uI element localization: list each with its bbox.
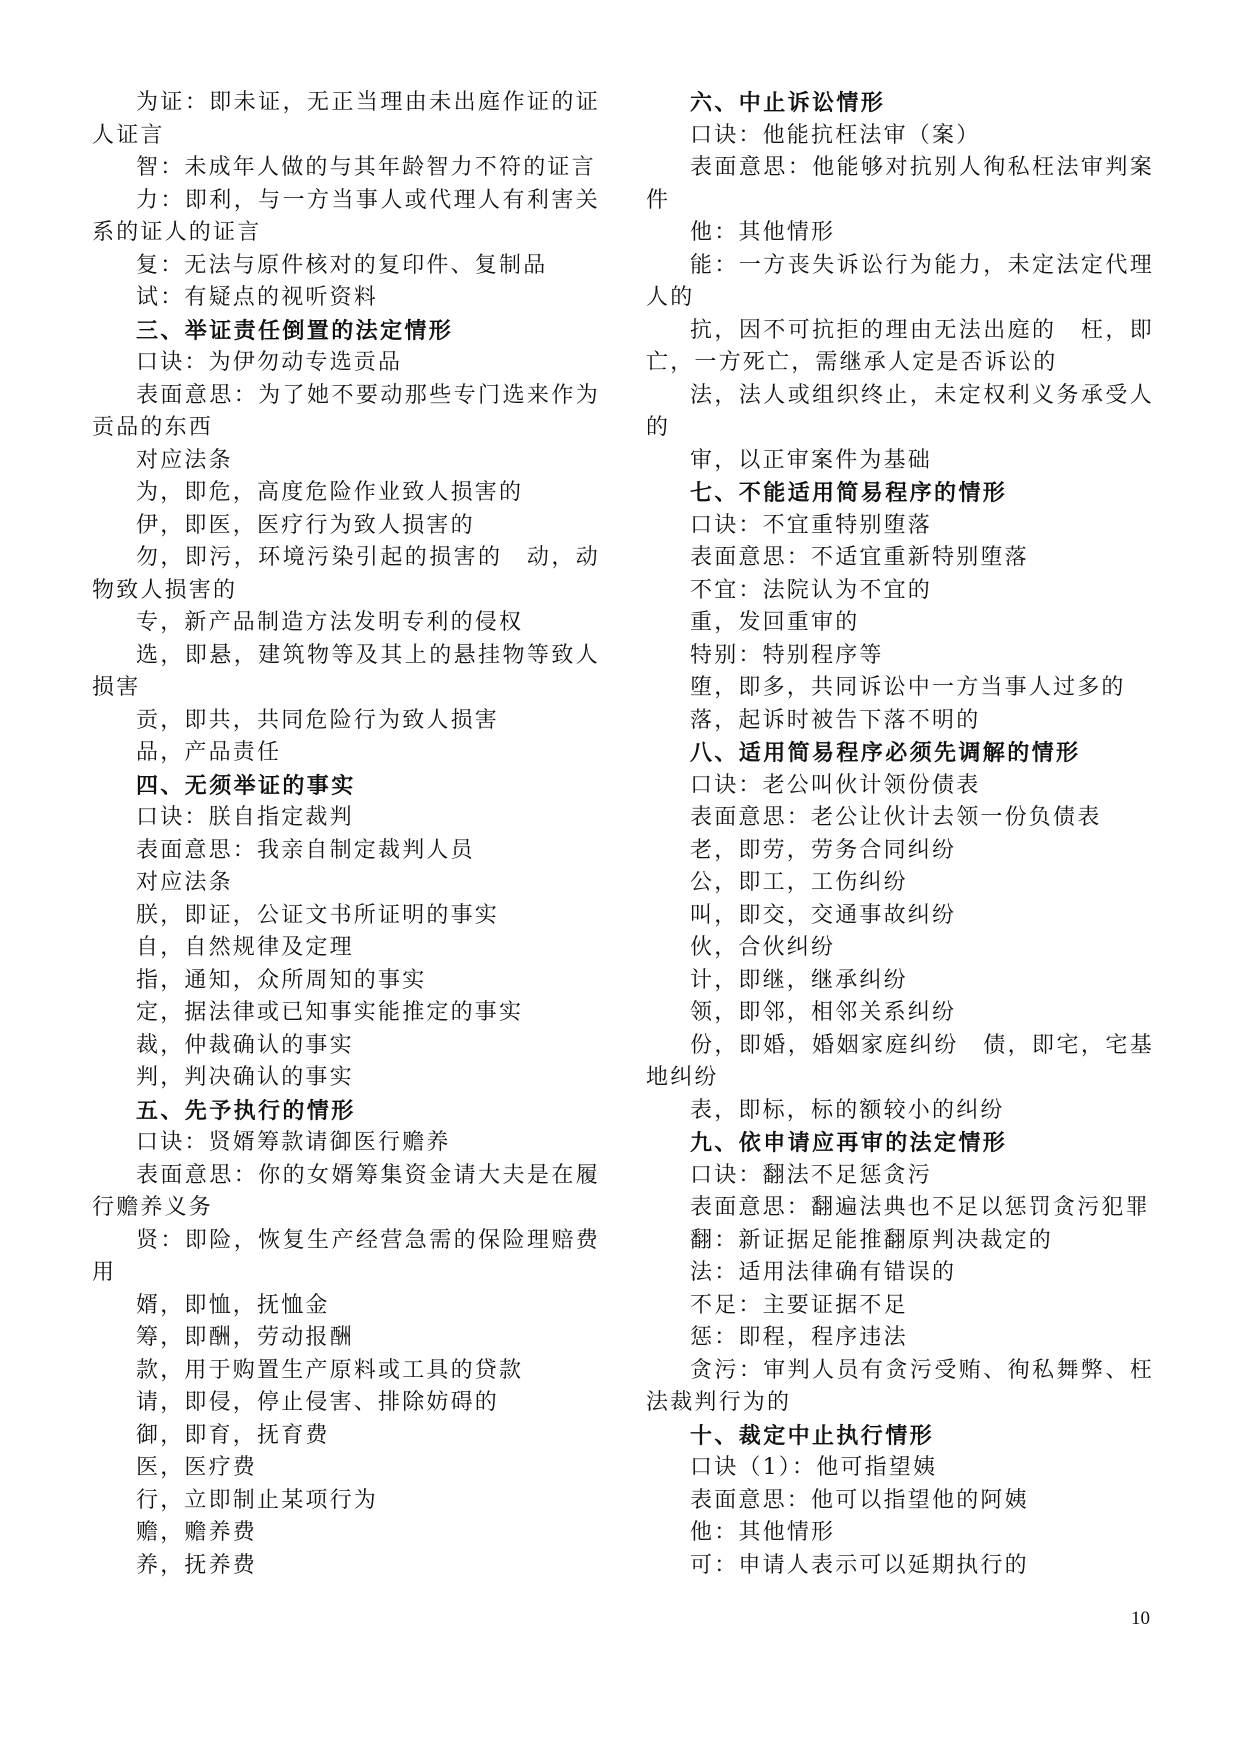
paragraph: 口诀：老公叫伙计领份债表	[690, 772, 981, 798]
section-heading: 十、裁定中止执行情形	[690, 1422, 935, 1449]
paragraph: 口诀（1）：他可指望姨	[690, 1455, 938, 1480]
paragraph: 口诀：不宜重特别堕落	[690, 512, 933, 538]
section-heading: 八、适用简易程序必须先调解的情形	[690, 740, 1081, 766]
paragraph: 表，即标，标的额较小的纠纷	[690, 1097, 1005, 1123]
paragraph: 裁，仲裁确认的事实	[136, 1032, 354, 1058]
paragraph: 为，即危，高度危险作业致人损害的	[136, 480, 524, 505]
paragraph: 对应法条	[136, 447, 233, 473]
paragraph: 朕，即证，公证文书所证明的事实	[136, 902, 500, 928]
paragraph: 口诀：他能抗枉法审（案）	[690, 122, 981, 148]
paragraph: 不足：主要证据不足	[690, 1292, 908, 1318]
paragraph: 婿，即恤，抚恤金	[136, 1292, 330, 1318]
page-number: 10	[1131, 1608, 1150, 1629]
paragraph: 复：无法与原件核对的复印件、复制品	[136, 252, 548, 278]
paragraph: 医，医疗费	[136, 1455, 258, 1480]
section-heading: 三、举证责任倒置的法定情形	[136, 317, 454, 344]
paragraph: 特别：特别程序等	[690, 642, 884, 668]
paragraph: 翻：新证据足能推翻原判决裁定的	[690, 1227, 1054, 1253]
paragraph: 自，自然规律及定理	[136, 935, 354, 960]
paragraph: 审，以正审案件为基础	[690, 447, 933, 473]
section-heading: 九、依申请应再审的法定情形	[690, 1130, 1008, 1156]
paragraph: 法：适用法律确有错误的	[690, 1260, 957, 1285]
paragraph: 伙，合伙纠纷	[690, 935, 836, 960]
paragraph: 表面意思：为了她不要动那些专门选来作为贡品的东西	[92, 382, 600, 440]
section-heading: 四、无须举证的事实	[136, 772, 356, 799]
paragraph: 御，即育，抚育费	[136, 1422, 330, 1448]
paragraph: 公，即工，工伤纠纷	[690, 870, 908, 895]
paragraph: 力：即利，与一方当事人或代理人有利害关系的证人的证言	[92, 187, 600, 245]
paragraph: 口诀：贤婿筹款请御医行赡养	[136, 1130, 451, 1155]
paragraph: 选，即悬，建筑物等及其上的悬挂物等致人损害	[92, 642, 600, 700]
paragraph: 表面意思：他可以指望他的阿姨	[690, 1487, 1029, 1513]
paragraph: 筹，即酬，劳动报酬	[136, 1325, 354, 1350]
paragraph: 伊，即医，医疗行为致人损害的	[136, 512, 475, 538]
paragraph: 贤：即险，恢复生产经营急需的保险理赔费用	[92, 1227, 600, 1285]
section-heading: 六、中止诉讼情形	[690, 90, 886, 116]
paragraph: 养，抚养费	[136, 1552, 258, 1578]
paragraph: 他：其他情形	[690, 220, 836, 245]
paragraph: 惩：即程，程序违法	[690, 1325, 908, 1350]
paragraph: 表面意思：不适宜重新特别堕落	[690, 545, 1029, 570]
paragraph: 赡，赡养费	[136, 1520, 258, 1545]
paragraph: 行，立即制止某项行为	[136, 1487, 379, 1513]
paragraph: 重，发回重审的	[690, 610, 860, 635]
paragraph: 口诀：朕自指定裁判	[136, 805, 354, 830]
paragraph: 落，起诉时被告下落不明的	[690, 707, 981, 733]
paragraph: 定，据法律或已知事实能推定的事实	[136, 1000, 524, 1025]
right-column	[646, 87, 1154, 1582]
paragraph: 不宜：法院认为不宜的	[690, 577, 933, 603]
paragraph: 口诀：翻法不足惩贪污	[690, 1162, 933, 1188]
paragraph: 品，产品责任	[136, 740, 282, 765]
paragraph: 试：有疑点的视听资料	[136, 285, 379, 310]
paragraph: 计，即继，继承纠纷	[690, 967, 908, 993]
paragraph: 表面意思：我亲自制定裁判人员	[136, 837, 475, 863]
left-column	[92, 87, 600, 1582]
paragraph: 老，即劳，劳务合同纠纷	[690, 837, 957, 863]
paragraph: 勿，即污，环境污染引起的损害的 动，动物致人损害的	[92, 545, 600, 603]
paragraph: 他：其他情形	[690, 1520, 836, 1545]
paragraph: 表面意思：你的女婿筹集资金请大夫是在履行赡养义务	[92, 1162, 600, 1220]
paragraph: 法，法人或组织终止，未定权利义务承受人的	[646, 382, 1154, 440]
paragraph: 可：申请人表示可以延期执行的	[690, 1552, 1029, 1578]
paragraph: 贡，即共，共同危险行为致人损害	[136, 707, 500, 733]
paragraph: 叫，即交，交通事故纠纷	[690, 902, 957, 928]
paragraph: 堕，即多，共同诉讼中一方当事人过多的	[690, 675, 1126, 700]
paragraph: 为证：即未证，无正当理由未出庭作证的证人证言	[92, 90, 600, 148]
section-heading: 七、不能适用简易程序的情形	[690, 480, 1008, 506]
paragraph: 份，即婚，婚姻家庭纠纷 债，即宅，宅基地纠纷	[646, 1032, 1154, 1090]
paragraph: 能：一方丧失诉讼行为能力，未定法定代理人的	[646, 252, 1154, 310]
paragraph: 指，通知，众所周知的事实	[136, 967, 427, 993]
paragraph: 贪污：审判人员有贪污受贿、徇私舞弊、枉法裁判行为的	[646, 1357, 1154, 1415]
paragraph: 请，即侵，停止侵害、排除妨碍的	[136, 1390, 500, 1415]
paragraph: 判，判决确认的事实	[136, 1065, 354, 1090]
paragraph: 口诀：为伊勿动专选贡品	[136, 350, 403, 375]
paragraph: 智：未成年人做的与其年龄智力不符的证言	[136, 155, 596, 180]
paragraph: 抗，因不可抗拒的理由无法出庭的 枉，即亡，一方死亡，需继承人定是否诉讼的	[646, 317, 1154, 375]
paragraph: 表面意思：老公让伙计去领一份负债表	[690, 805, 1102, 830]
section-heading: 五、先予执行的情形	[136, 1097, 356, 1124]
paragraph: 领，即邻，相邻关系纠纷	[690, 1000, 957, 1025]
paragraph: 款，用于购置生产原料或工具的贷款	[136, 1357, 524, 1383]
paragraph: 表面意思：他能够对抗别人徇私枉法审判案件	[646, 155, 1154, 213]
paragraph: 专，新产品制造方法发明专利的侵权	[136, 610, 524, 635]
paragraph: 对应法条	[136, 870, 233, 895]
paragraph: 表面意思：翻遍法典也不足以惩罚贪污犯罪	[690, 1195, 1150, 1220]
